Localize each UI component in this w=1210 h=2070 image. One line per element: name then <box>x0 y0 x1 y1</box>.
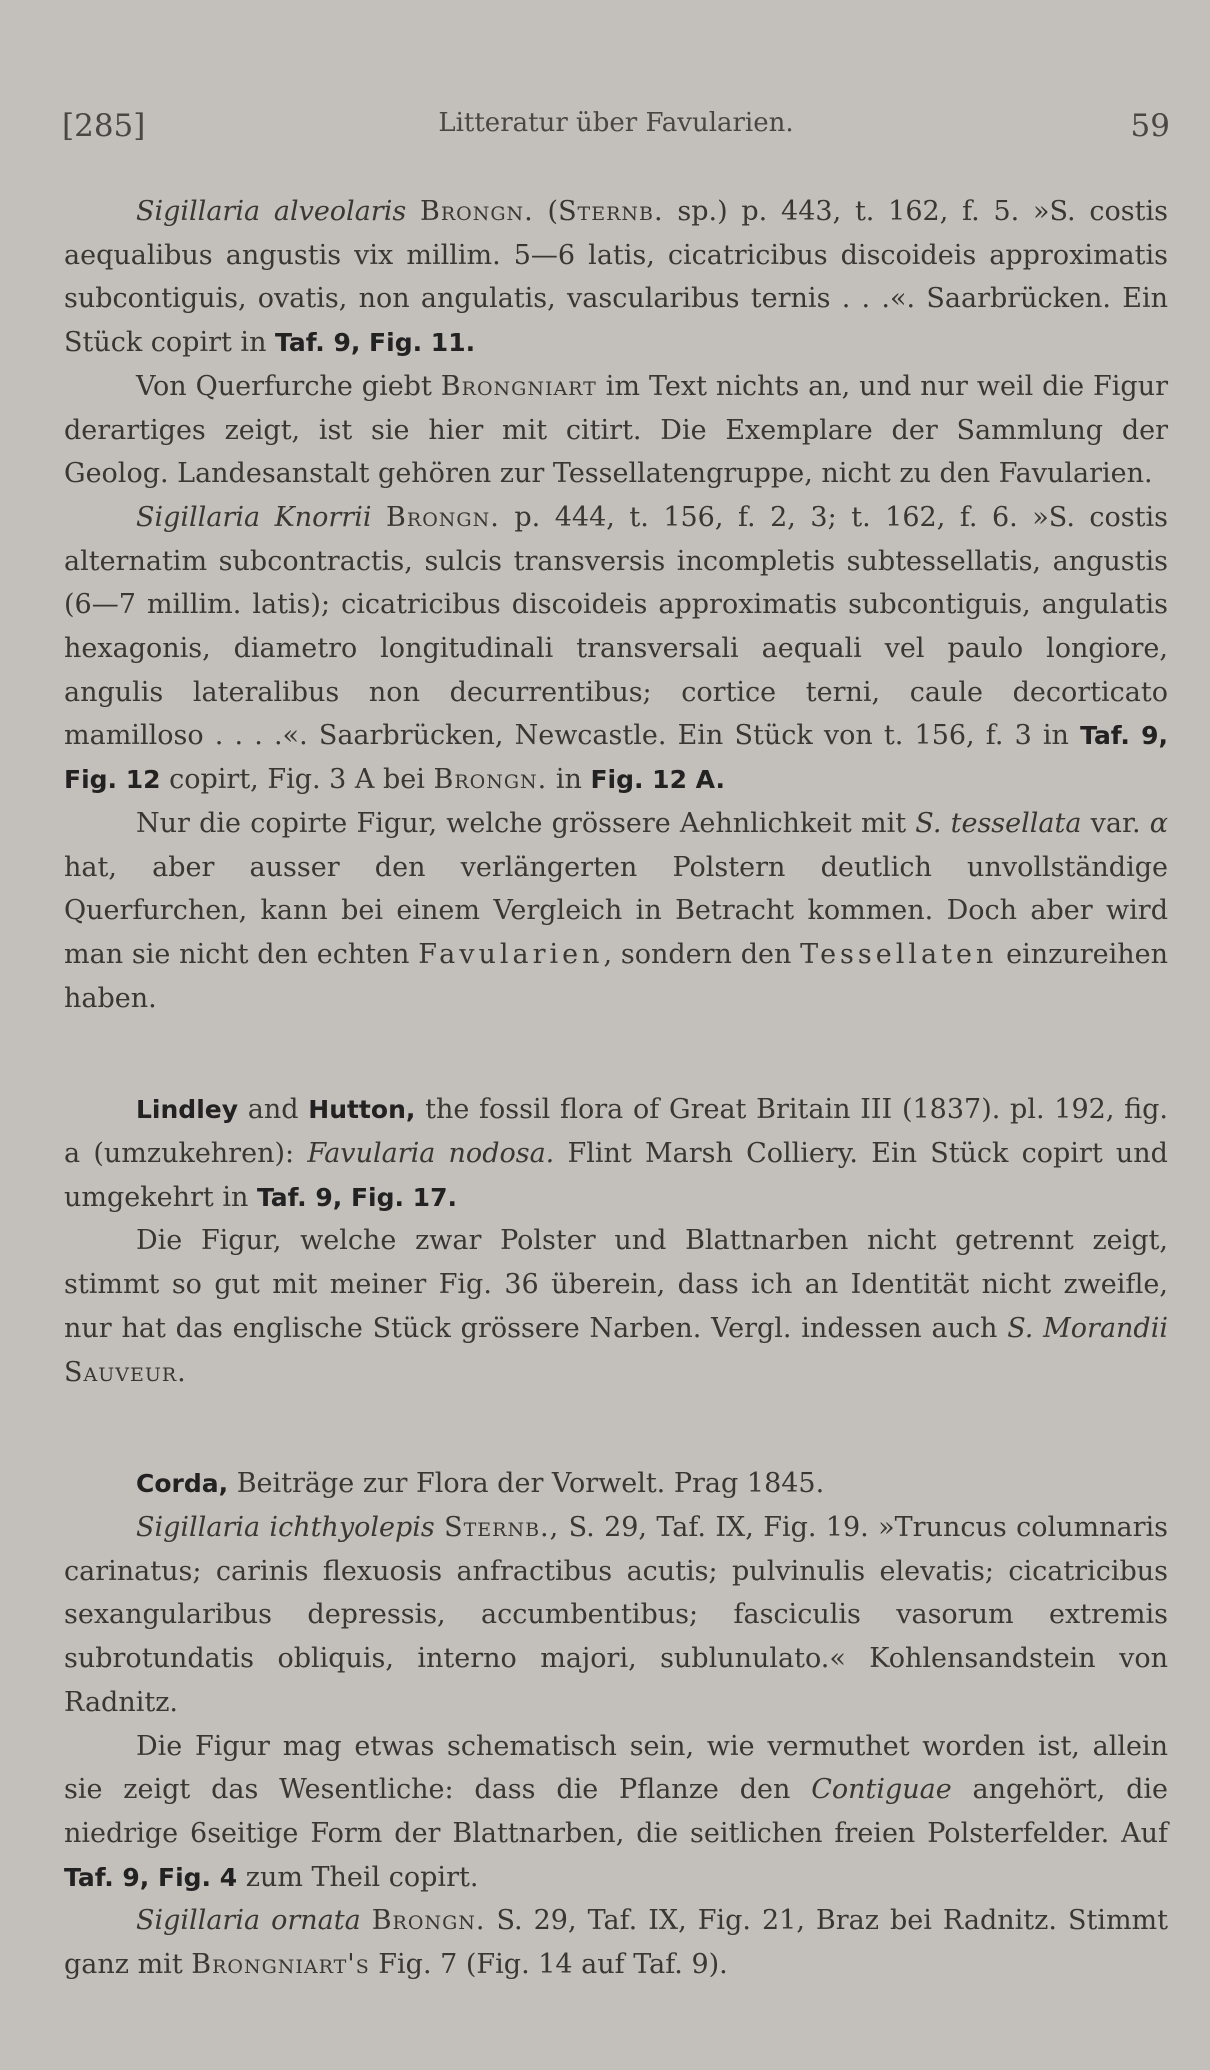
paragraph-querfurche <box>64 365 1168 496</box>
plate-reference: Taf. 9, Fig. 11. <box>275 328 476 358</box>
species-name: Sigillaria ichthyolepis <box>136 1511 435 1543</box>
page-number: 59 <box>1130 108 1170 144</box>
paragraph-schematisch <box>64 1725 1168 1900</box>
species-name: Sigillaria Knorrii <box>136 501 372 533</box>
text-run: var. <box>1081 807 1150 839</box>
paragraph-sigillaria-ornata <box>64 1899 1168 1986</box>
text-run: copirt, Fig. 3 A bei <box>160 764 434 796</box>
paragraph-corda <box>64 1462 1168 1506</box>
species-name: Sigillaria ornata <box>136 1905 361 1937</box>
running-header <box>62 108 1170 158</box>
paragraph-sigillaria-ichthyolepis <box>64 1506 1168 1725</box>
text-run: Die Figur mag etwas schematisch sein, wie vermuthet worden ist, allein sie zeigt das Wesentliche: dass die Pflanze den <box>64 1730 1168 1806</box>
author-name: Brongn. <box>420 196 534 227</box>
paragraph-sigillaria-alveolaris <box>64 190 1168 365</box>
author-name: Sternb., <box>444 1511 560 1543</box>
text-run: hat, aber ausser den verlängerten Polstern deutlich unvollständige Querfurchen, kann bei einem Vergleich in Betracht kommen. Doch aber wird man sie nicht den echten <box>64 851 1168 970</box>
plate-reference: Taf. 9, Fig. 4 <box>64 1862 238 1892</box>
text-run: Nur die copirte Figur, welche grössere Aehnlichkeit mit <box>136 807 916 839</box>
author-heading: Lindley <box>136 1095 239 1125</box>
author-name: Brongniart <box>440 370 597 402</box>
text-run: Flint Marsh Colliery. Ein Stück copirt und umgekehrt in <box>64 1138 1168 1213</box>
paragraph-lindley-hutton <box>64 1088 1168 1219</box>
paragraph-copirte-figur <box>64 802 1168 1021</box>
body-text <box>64 190 1168 1987</box>
author-name: Sternb. <box>558 196 664 227</box>
paragraph-sigillaria-knorrii <box>64 496 1168 802</box>
text-run: S. 29, Taf. IX, Fig. 21, Braz bei Radnitz. Stimmt ganz mit <box>64 1905 1168 1981</box>
species-name: Sigillaria alveolaris <box>136 196 407 227</box>
text-run: p. 444, t. 156, f. 2, 3; t. 162, f. 6. »S. costis alternatim subcontractis, sulcis transversis incompletis subtessellatis, angustis (6—7 millim. latis); cicatricibus discoideis approximatis subcontiguis, angulatis hexagonis, diametro longitudinali transversali aequali vel paulo longiore, angulis lateralibus non decurrentibus; cortice terni, caule decorticato mamilloso . . . .«. Saarbrücken, Newcastle. Ein Stück von t. 156, f. 3 in <box>64 501 1169 752</box>
plate-reference: Taf. 9, Fig. 17. <box>256 1182 457 1212</box>
author-heading: Hutton, <box>308 1095 416 1125</box>
plate-reference: Taf. 9, Fig. 12 <box>64 721 1168 795</box>
text-run: , sondern den <box>603 938 801 970</box>
text-run: in <box>547 764 591 796</box>
author-heading: Corda, <box>136 1469 229 1499</box>
running-title: Litteratur über Favularien. <box>438 108 794 138</box>
plate-reference: Fig. 12 A. <box>590 765 725 795</box>
text-run: einzureihen haben. <box>64 938 1169 1014</box>
spaced-term: Favularien <box>418 938 604 970</box>
text-run: zum Theil copirt. <box>237 1861 479 1893</box>
author-name: Sauveur. <box>64 1356 187 1388</box>
text-run: S. 29, Taf. IX, Fig. 19. »Truncus columnaris carinatus; carinis flexuosis anfractibus acutis; pulvinulis elevatis; cicatricibus sexangularibus depressis, accumbentibus; fasciculis vasorum extremis subrotundatis obliquis, interno majori, sublunulato.« Kohlensandstein von Radnitz. <box>64 1511 1168 1718</box>
text-run: ( <box>533 196 559 227</box>
spaced-term: Tessellaten <box>800 938 998 970</box>
section-gap <box>64 1020 1168 1088</box>
text-run: the fossil flora of Great Britain III (1837). pl. 192, fig. a (umzukehren): <box>64 1094 1169 1170</box>
paragraph-figur-polster <box>64 1219 1168 1394</box>
author-name: Brongniart's <box>191 1949 370 1981</box>
text-run: and <box>238 1094 309 1126</box>
text-run: Fig. 7 (Fig. 14 auf Taf. 9). <box>369 1949 728 1981</box>
species-name: Favularia nodosa. <box>307 1138 555 1170</box>
text-run: Die Figur, welche zwar Polster und Blattnarben nicht getrennt zeigt, stimmt so gut mit meiner Fig. 36 überein, dass ich an Identität nicht zweifle, nur hat das englische Stück grössere Narben. Vergl. indessen auch <box>64 1225 1168 1344</box>
text-run: im Text nichts an, und nur weil die Figur derartiges zeigt, ist sie hier mit citirt. Die Exemplare der Sammlung der Geolog. Landesanstalt gehören zur Tessellatengruppe, nicht zu den Favularien. <box>64 370 1168 490</box>
author-name: Brongn. <box>433 764 548 796</box>
text-run: angehört, die niedrige 6seitige Form der Blattnarben, die seitlichen freien Polsterfelder. Auf <box>64 1774 1168 1849</box>
variety-symbol: α <box>1149 807 1168 839</box>
page-bracket-number: [285] <box>62 108 146 144</box>
text-run: Von Querfurche giebt <box>136 370 441 402</box>
species-name: S. tessellata <box>915 807 1082 839</box>
author-name: Brongn. <box>371 1905 486 1937</box>
author-name: Brongn. <box>386 501 500 533</box>
text-run: sp.) p. 443, t. 162, f. 5. »S. costis aequalibus angustis vix millim. 5—6 latis, cicatricibus discoideis approximatis subcontiguis, ovatis, non angulatis, vascularibus ternis . . .«. Saarbrücken. Ein Stück copirt in <box>64 196 1168 359</box>
text-run: Beiträge zur Flora der Vorwelt. Prag 1845. <box>228 1468 825 1500</box>
section-gap <box>64 1394 1168 1462</box>
species-name: S. Morandii <box>1007 1312 1168 1344</box>
taxon-group: Contiguae <box>811 1774 952 1806</box>
